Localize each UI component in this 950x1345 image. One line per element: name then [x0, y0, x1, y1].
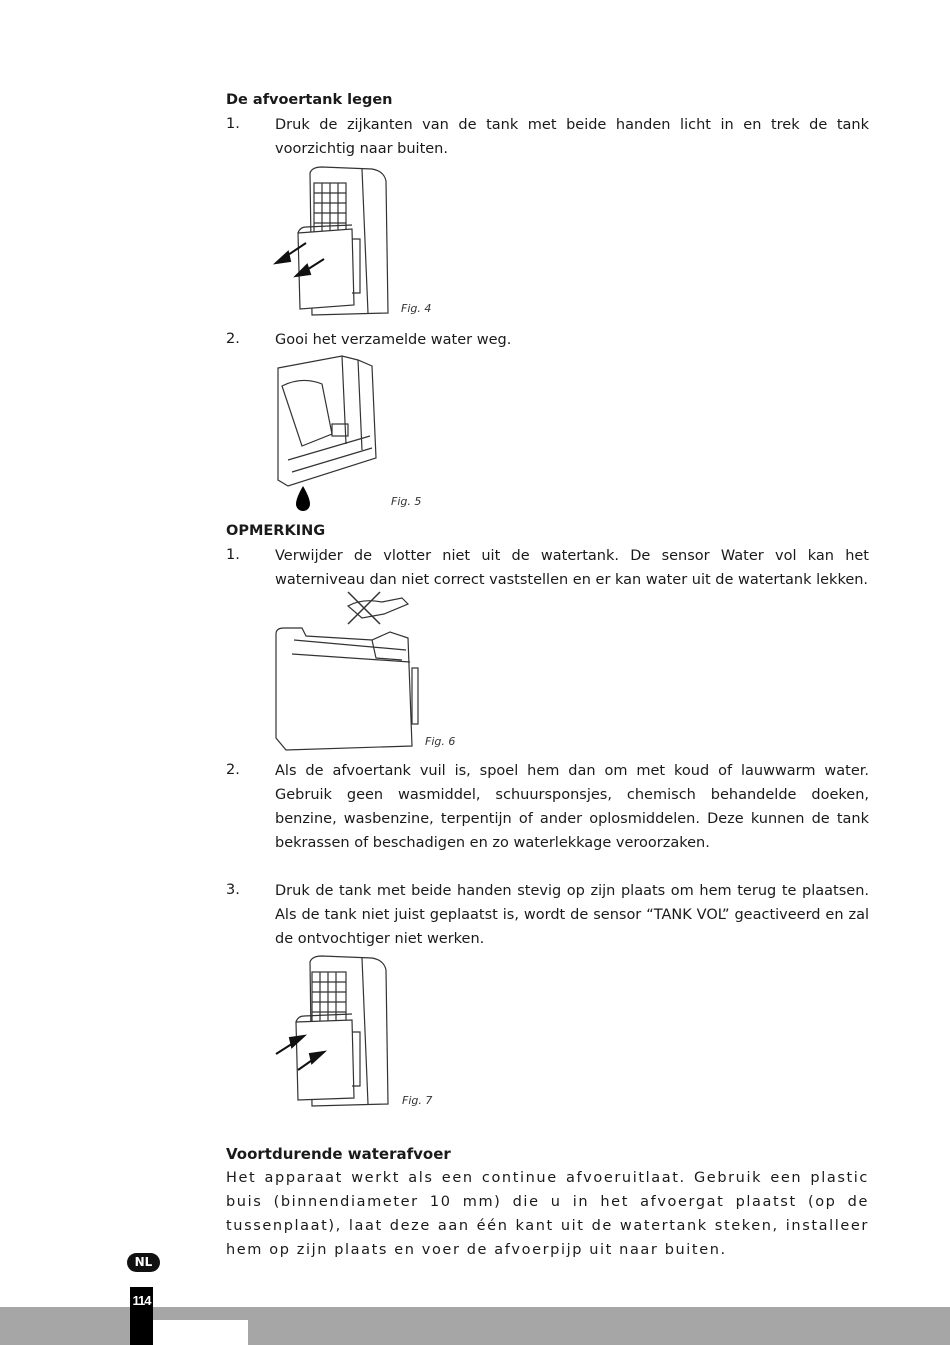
list-item-text: Als de afvoertank vuil is, spoel hem dan om met koud of lauwwarm water. Gebruik geen wasmiddel, schuursponsjes, chemisch behandelde doeken, benzine, wasbenzine, terpentijn of ander oplosmiddelen. Deze kunnen de tank bekrassen of beschadigen en zo waterlekkage veroorzaken. [275, 763, 869, 851]
section-heading-continuous-drain: Voortdurende waterafvoer [226, 1145, 451, 1163]
list-number: 1. [226, 547, 240, 563]
figure-caption: Fig. 7 [402, 1094, 433, 1107]
list-item-text: Druk de zijkanten van de tank met beide handen licht in en trek de tank voorzichtig naar buiten. [275, 117, 869, 157]
list-number: 3. [226, 882, 240, 898]
list-item-text: Gooi het verzamelde water weg. [275, 332, 512, 348]
list-number: 2. [226, 762, 240, 778]
list-number: 2. [226, 331, 240, 347]
list-item-text: Verwijder de vlotter niet uit de watertank. De sensor Water vol kan het waterniveau dan niet correct vaststellen en er kan water uit de watertank lekken. [275, 548, 869, 588]
continuous-drain-text [226, 1166, 869, 1262]
list-item-text: Druk de tank met beide handen stevig op zijn plaats om hem terug te plaatsen. Als de tank niet juist geplaatst is, wordt de sensor “TANK VOL” geactiveerd en zal de ontvochtiger niet werken. [275, 883, 869, 947]
footer-white-block [153, 1320, 248, 1345]
figure-6-float-warning [272, 588, 422, 754]
figure-7-insert-tank [272, 952, 392, 1114]
section-heading-empty-tank: De afvoertank legen [226, 92, 393, 108]
continuous-drain-paragraph: Het apparaat werkt als een continue afvoeruitlaat. Gebruik een plastic buis (binnendiameter 10 mm) die u in het afvoergat plaatst (op de tussenplaat), laat deze aan één kant uit de watertank steken, installeer hem op zijn plaats en voer de afvoerpijp uit naar buiten. [226, 1170, 869, 1258]
figure-4-remove-tank [272, 163, 392, 323]
page-number: 114 [132, 1293, 151, 1308]
note-heading: OPMERKING [226, 523, 326, 539]
figure-5-pour-water [272, 354, 384, 516]
figure-caption: Fig. 4 [401, 302, 432, 315]
language-badge: NL [127, 1253, 160, 1272]
figure-caption: Fig. 6 [425, 735, 456, 748]
figure-caption: Fig. 5 [391, 495, 422, 508]
list-number: 1. [226, 116, 240, 132]
